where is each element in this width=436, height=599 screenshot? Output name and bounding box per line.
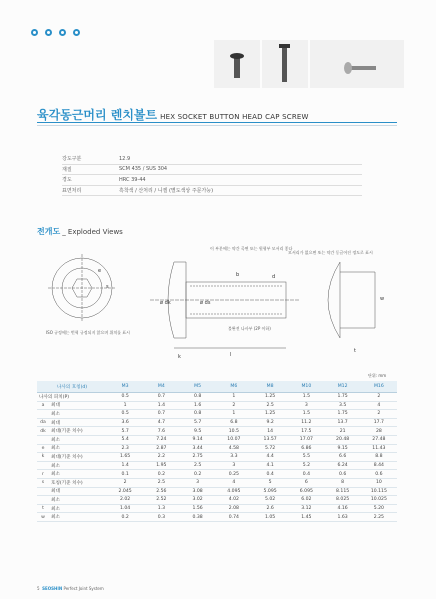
spec-key: 재질 xyxy=(62,166,72,173)
table-cell: 0.8 xyxy=(180,410,216,419)
table-cell: 6.24 xyxy=(325,461,361,470)
table-cell: 0.1 xyxy=(107,470,143,479)
table-cell: w xyxy=(37,513,49,522)
decor-dot xyxy=(73,29,80,36)
spec-value: 흑착색 / 산처리 / 니켈 (별도색상 주문가능) xyxy=(119,187,214,194)
table-header-size: M16 xyxy=(361,381,397,393)
table-cell: 4 xyxy=(216,478,252,487)
table-cell: 1.5 xyxy=(288,410,324,419)
table-header-size: M10 xyxy=(288,381,324,393)
table-cell: 3.44 xyxy=(180,444,216,453)
table-cell: 9.14 xyxy=(180,435,216,444)
table-cell: 9.5 xyxy=(180,427,216,436)
table-cell: 8.115 xyxy=(325,487,361,496)
table-cell: 2.5 xyxy=(252,401,288,410)
table-cell: 0.8 xyxy=(180,393,216,402)
table-cell: 2.56 xyxy=(143,487,179,496)
table-cell: 0.6 xyxy=(361,470,397,479)
table-cell xyxy=(37,410,49,419)
table-cell: 2.5 xyxy=(143,478,179,487)
table-cell: 28 xyxy=(361,427,397,436)
table-cell: da xyxy=(37,418,49,427)
table-header-size: M6 xyxy=(216,381,252,393)
table-cell: 2.6 xyxy=(252,504,288,513)
table-row xyxy=(37,461,397,470)
table-cell: 3.5 xyxy=(325,401,361,410)
table-cell: dk xyxy=(37,427,49,436)
table-cell: 0.2 xyxy=(107,513,143,522)
table-cell: 17.5 xyxy=(288,427,324,436)
header-dots xyxy=(31,29,80,36)
table-cell: 9.2 xyxy=(252,418,288,427)
table-cell: 4.02 xyxy=(216,496,252,505)
table-cell: 최대(기준 치수) xyxy=(49,427,107,436)
table-cell: 6.095 xyxy=(288,487,324,496)
table-cell: k xyxy=(37,453,49,462)
table-cell: 0.5 xyxy=(107,393,143,402)
title-divider xyxy=(37,122,397,123)
table-cell: 0.5 xyxy=(107,410,143,419)
drawing-note: 모서리가 없으면 또는 약간 둥글어진 정도로 표시 xyxy=(288,250,373,255)
table-cell: 최대 xyxy=(49,401,107,410)
table-cell: 2 xyxy=(216,401,252,410)
dim-label: w xyxy=(380,296,385,302)
table-row xyxy=(37,427,397,436)
dimension-table xyxy=(37,381,397,522)
spec-list xyxy=(62,154,362,196)
table-cell: 13.7 xyxy=(325,418,361,427)
table-cell: 3 xyxy=(180,478,216,487)
table-cell: 1.5 xyxy=(288,393,324,402)
page-number: 5 xyxy=(37,586,40,591)
table-row xyxy=(37,418,397,427)
table-cell: 1.65 xyxy=(107,453,143,462)
table-cell: 1.95 xyxy=(143,461,179,470)
table-header-size: M3 xyxy=(107,381,143,393)
decor-dot xyxy=(31,29,38,36)
spec-key: 강도구분 xyxy=(62,156,82,163)
table-cell: 최소 xyxy=(49,504,107,513)
table-cell: 8.8 xyxy=(361,453,397,462)
table-cell: 7.24 xyxy=(143,435,179,444)
table-cell: 1.4 xyxy=(107,461,143,470)
spec-value: SCM 435 / SUS 304 xyxy=(119,166,168,173)
drawing-note: ISO 규정에는 번혁 규정되지 않으며 위치를 표시 xyxy=(46,330,131,335)
table-cell: 21 xyxy=(325,427,361,436)
table-cell: 0.7 xyxy=(143,393,179,402)
brand-tagline: Perfect Joint System xyxy=(63,586,104,591)
spec-row xyxy=(62,175,362,186)
page-title xyxy=(37,106,309,123)
table-cell: 0.2 xyxy=(143,470,179,479)
table-cell: 20.48 xyxy=(325,435,361,444)
drawing-note: 불완전 나사부 (2P 이하) xyxy=(228,326,271,331)
table-cell: 1 xyxy=(216,410,252,419)
table-cell: t xyxy=(37,504,49,513)
table-cell: 1.05 xyxy=(252,513,288,522)
table-cell: 5.2 xyxy=(288,461,324,470)
table-cell: 0.74 xyxy=(216,513,252,522)
table-header-label: 나사의 호칭(d) xyxy=(37,381,107,393)
table-row xyxy=(37,496,397,505)
table-cell: 6.02 xyxy=(288,496,324,505)
table-cell: a xyxy=(37,401,49,410)
table-cell: 0.4 xyxy=(252,470,288,479)
table-cell: 10.07 xyxy=(216,435,252,444)
drawing-note: 이 부분에는 약간 곡면 또는 원형부 모서리 좋다 xyxy=(210,246,293,251)
screw-image xyxy=(214,40,260,88)
table-cell: 10 xyxy=(361,478,397,487)
dim-label: ø ds xyxy=(200,300,211,306)
table-cell: 1.3 xyxy=(143,504,179,513)
table-cell: 4.58 xyxy=(216,444,252,453)
dim-label: d xyxy=(272,274,276,280)
table-cell: 1.75 xyxy=(325,410,361,419)
table-cell: 2.02 xyxy=(107,496,143,505)
table-cell: 1.25 xyxy=(252,393,288,402)
table-cell: 8 xyxy=(325,478,361,487)
table-cell: 2 xyxy=(361,410,397,419)
product-photo xyxy=(310,40,404,88)
table-header-row xyxy=(37,381,397,393)
table-cell: 5.4 xyxy=(107,435,143,444)
table-cell: 0.25 xyxy=(216,470,252,479)
dim-label: k xyxy=(178,354,181,360)
table-cell: 4.7 xyxy=(143,418,179,427)
decor-dot xyxy=(59,29,66,36)
spec-row xyxy=(62,186,362,197)
title-english: HEX SOCKET BUTTON HEAD CAP SCREW xyxy=(160,113,309,121)
table-row xyxy=(37,487,397,496)
screw-image xyxy=(262,40,308,88)
section-heading xyxy=(37,226,123,237)
table-cell: 나사의 피치(P) xyxy=(37,393,107,402)
product-photo xyxy=(262,40,308,88)
table-cell: 2.045 xyxy=(107,487,143,496)
table-cell: 5.7 xyxy=(180,418,216,427)
unit-label: 단위: mm xyxy=(368,373,387,378)
table-header-size: M4 xyxy=(143,381,179,393)
table-cell: 3 xyxy=(288,401,324,410)
table-row xyxy=(37,401,397,410)
table-row xyxy=(37,470,397,479)
table-cell: 1.4 xyxy=(143,401,179,410)
table-row xyxy=(37,393,397,402)
table-cell: 4 xyxy=(361,401,397,410)
spec-value: 12.9 xyxy=(119,155,131,162)
table-cell: 8.025 xyxy=(325,496,361,505)
table-header-size: M12 xyxy=(325,381,361,393)
table-cell: 0.38 xyxy=(180,513,216,522)
table-cell: 5.5 xyxy=(288,453,324,462)
screw-image xyxy=(310,40,404,88)
table-cell: 최소 xyxy=(49,470,107,479)
table-cell: 6 xyxy=(288,478,324,487)
table-cell: 최대(기준 치수) xyxy=(49,453,107,462)
dim-label: ø dk xyxy=(160,300,171,306)
table-cell: 13.57 xyxy=(252,435,288,444)
table-cell: 5.72 xyxy=(252,444,288,453)
table-cell: 17.07 xyxy=(288,435,324,444)
table-cell: 1.6 xyxy=(180,401,216,410)
dim-label: b xyxy=(236,272,240,278)
table-cell: 2 xyxy=(107,478,143,487)
table-cell: 최소 xyxy=(49,496,107,505)
table-cell: e xyxy=(37,444,49,453)
table-cell: 3.02 xyxy=(180,496,216,505)
table-cell xyxy=(37,461,49,470)
title-divider-light xyxy=(37,125,397,126)
table-cell: 5 xyxy=(252,478,288,487)
spec-key: 표면처리 xyxy=(62,187,82,194)
title-korean: 육각동근머리 렌치볼트 xyxy=(37,108,158,122)
table-cell: 6.6 xyxy=(325,453,361,462)
table-body xyxy=(37,393,397,522)
table-row xyxy=(37,444,397,453)
table-cell: 2.25 xyxy=(361,513,397,522)
table-cell: 10.5 xyxy=(216,427,252,436)
product-photos xyxy=(214,40,404,88)
table-cell: 3.6 xyxy=(107,418,143,427)
table-cell: 5.095 xyxy=(252,487,288,496)
spec-value: HRC 39-44 xyxy=(119,176,146,183)
table-cell: 4.4 xyxy=(252,453,288,462)
table-cell: 3.08 xyxy=(180,487,216,496)
dim-label: t xyxy=(354,348,356,354)
table-cell: 최소 xyxy=(49,444,107,453)
spec-key: 경도 xyxy=(62,177,72,184)
table-cell xyxy=(37,496,49,505)
table-cell: 1.63 xyxy=(325,513,361,522)
table-cell: 4.095 xyxy=(216,487,252,496)
table-cell: 최소 xyxy=(49,513,107,522)
table-cell: 27.48 xyxy=(361,435,397,444)
table-cell: 2.87 xyxy=(143,444,179,453)
table-cell: 1.04 xyxy=(107,504,143,513)
table-cell: 10.115 xyxy=(361,487,397,496)
table-row xyxy=(37,504,397,513)
table-cell: 14 xyxy=(252,427,288,436)
dim-label: l xyxy=(230,352,232,358)
table-cell: 6.8 xyxy=(216,418,252,427)
table-cell: 5.20 xyxy=(361,504,397,513)
table-cell: 최대 xyxy=(49,418,107,427)
table-cell: 1.25 xyxy=(252,410,288,419)
table-cell: 11.43 xyxy=(361,444,397,453)
table-cell: 7.6 xyxy=(143,427,179,436)
table-cell: 1 xyxy=(216,393,252,402)
table-cell: 9.15 xyxy=(325,444,361,453)
spec-row xyxy=(62,165,362,176)
table-cell: r xyxy=(37,470,49,479)
table-cell xyxy=(37,487,49,496)
table-cell: 4.16 xyxy=(325,504,361,513)
table-cell: 5.7 xyxy=(107,427,143,436)
technical-drawing xyxy=(40,240,400,370)
table-cell: s xyxy=(37,478,49,487)
table-cell: 3.12 xyxy=(288,504,324,513)
table-cell: 1.56 xyxy=(180,504,216,513)
table-cell: 최소 xyxy=(49,410,107,419)
section-english: _ Exploded Views xyxy=(62,228,123,236)
table-cell: 2.08 xyxy=(216,504,252,513)
table-cell: 5.02 xyxy=(252,496,288,505)
table-cell: 최대 xyxy=(49,487,107,496)
table-cell: 3.3 xyxy=(216,453,252,462)
table-cell: 호칭(기준 치수) xyxy=(49,478,107,487)
table-cell: 11.2 xyxy=(288,418,324,427)
table-cell: 1 xyxy=(107,401,143,410)
table-cell: 0.3 xyxy=(143,513,179,522)
page-footer xyxy=(37,586,104,591)
product-photo xyxy=(214,40,260,88)
table-cell: 1.75 xyxy=(325,393,361,402)
table-cell: 0.7 xyxy=(143,410,179,419)
table-cell: 2.2 xyxy=(143,453,179,462)
dim-label: s xyxy=(106,284,109,290)
table-row xyxy=(37,453,397,462)
table-cell: 6.86 xyxy=(288,444,324,453)
table-cell: 0.6 xyxy=(325,470,361,479)
table-cell: 10.025 xyxy=(361,496,397,505)
table-cell: 2.3 xyxy=(107,444,143,453)
table-cell: 4.1 xyxy=(252,461,288,470)
decor-dot xyxy=(45,29,52,36)
table-cell: 최소 xyxy=(49,435,107,444)
table-cell: 0.2 xyxy=(180,470,216,479)
table-cell: 최소 xyxy=(49,461,107,470)
table-cell: 2 xyxy=(361,393,397,402)
table-cell: 3 xyxy=(216,461,252,470)
table-row xyxy=(37,435,397,444)
table-cell: 0.4 xyxy=(288,470,324,479)
table-cell xyxy=(37,435,49,444)
dim-label: e xyxy=(98,268,102,274)
table-cell: 17.7 xyxy=(361,418,397,427)
table-cell: 1.45 xyxy=(288,513,324,522)
section-korean: 전개도 xyxy=(37,227,61,236)
table-header-size: M5 xyxy=(180,381,216,393)
table-cell: 2.52 xyxy=(143,496,179,505)
table-row xyxy=(37,513,397,522)
table-cell: 2.5 xyxy=(180,461,216,470)
table-row xyxy=(37,410,397,419)
table-header-size: M8 xyxy=(252,381,288,393)
brand-name: SEOSHIN xyxy=(42,586,63,591)
table-cell: 8.44 xyxy=(361,461,397,470)
spec-row xyxy=(62,154,362,165)
table-cell: 2.75 xyxy=(180,453,216,462)
table-row xyxy=(37,478,397,487)
